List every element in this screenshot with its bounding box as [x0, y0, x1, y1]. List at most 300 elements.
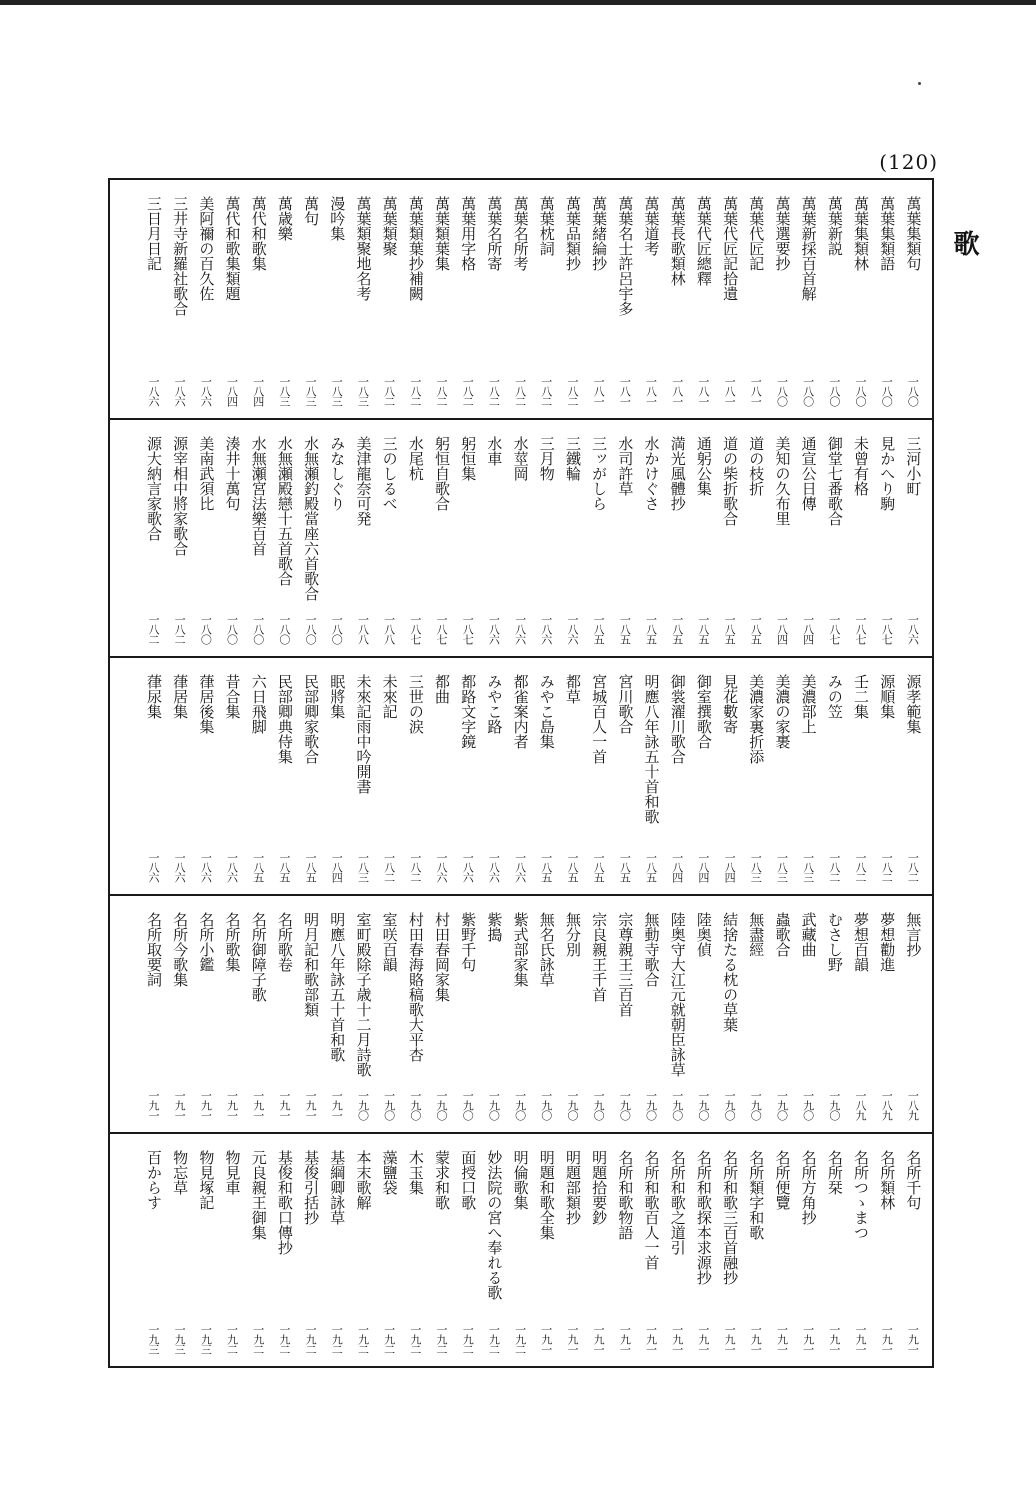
entry-title: 壬二集	[852, 674, 871, 719]
entry-title: 名所歌卷	[275, 912, 294, 972]
entry-page-number: 一八四	[723, 852, 737, 882]
page-number: (120)	[879, 150, 938, 174]
entry-page-number: 一九〇	[644, 1090, 658, 1120]
index-entry	[428, 896, 454, 1132]
index-entry	[612, 420, 638, 656]
index-entry	[455, 896, 481, 1132]
top-border-rule	[0, 0, 1036, 5]
entry-page-number: 一九一	[251, 1090, 265, 1120]
entry-title: 明應八年詠五十首和歌	[642, 674, 661, 824]
index-entry	[559, 658, 585, 894]
index-entry	[586, 1134, 612, 1366]
entry-page-number: 一八〇	[199, 614, 213, 644]
index-entry	[428, 420, 454, 656]
entry-page-number: 一八〇	[801, 376, 815, 406]
index-entry	[533, 420, 559, 656]
index-entry	[507, 896, 533, 1132]
entry-page-number: 一八七	[880, 614, 894, 644]
entry-page-number: 一九〇	[827, 1090, 841, 1120]
entry-title: 水かけぐさ	[642, 436, 661, 511]
entry-page-number: 一八三	[356, 376, 370, 406]
entry-page-number: 一八二	[906, 852, 920, 882]
entry-page-number: 一八六	[225, 852, 239, 882]
entry-title: 三月物	[537, 436, 556, 481]
index-entry	[612, 180, 638, 418]
entry-page-number: 一九〇	[513, 1090, 527, 1120]
entry-page-number: 一八二	[880, 852, 894, 882]
index-entry	[298, 896, 324, 1132]
index-entry	[455, 1134, 481, 1366]
entry-title: 萬葉集類林	[852, 196, 871, 271]
entry-title: 通躬公集	[694, 436, 713, 496]
index-entry	[847, 896, 873, 1132]
index-entry	[324, 1134, 350, 1366]
index-entry	[350, 896, 376, 1132]
entry-page-number: 一八六	[435, 852, 449, 882]
entry-page-number: 一八〇	[827, 376, 841, 406]
entry-page-number: 一九二	[487, 1324, 501, 1354]
index-entry	[402, 180, 428, 418]
entry-title: 水莖岡	[511, 436, 530, 481]
entry-page-number: 一九一	[330, 1090, 344, 1120]
index-entry	[690, 180, 716, 418]
entry-page-number: 一九〇	[775, 1090, 789, 1120]
entry-page-number: 一八五	[277, 852, 291, 882]
index-entry	[245, 658, 271, 894]
entry-page-number: 一八二	[382, 376, 396, 406]
entry-title: 萬葉用字格	[459, 196, 478, 271]
entry-title: 萬葉代匠記	[747, 196, 766, 271]
entry-title: 名所方角抄	[799, 1150, 818, 1225]
index-entry	[376, 658, 402, 894]
index-entry	[350, 420, 376, 656]
entry-page-number: 一八二	[461, 376, 475, 406]
entry-page-number: 一八〇	[277, 614, 291, 644]
index-entry	[533, 896, 559, 1132]
entry-page-number: 一九二	[382, 1324, 396, 1354]
entry-page-number: 一八六	[565, 614, 579, 644]
index-entry	[455, 180, 481, 418]
entry-title: 萬葉新採百首解	[799, 196, 818, 301]
entry-page-number: 一八〇	[854, 376, 868, 406]
entry-title: 名所類字和歌	[747, 1150, 766, 1240]
index-entry	[219, 180, 245, 418]
entry-title: 明題部類抄	[563, 1150, 582, 1225]
entry-page-number: 一八六	[487, 852, 501, 882]
index-entry	[271, 896, 297, 1132]
entry-page-number: 一九〇	[565, 1090, 579, 1120]
entry-page-number: 一九〇	[618, 1090, 632, 1120]
entry-title: 名所和歌之道引	[668, 1150, 687, 1255]
index-entry	[821, 896, 847, 1132]
index-entry	[167, 420, 193, 656]
entry-title: 明應八年詠五十首和歌	[328, 912, 347, 1062]
entry-page-number: 一九一	[539, 1324, 553, 1354]
index-entry	[664, 658, 690, 894]
index-entry	[769, 658, 795, 894]
entry-title: 明題拾要鈔	[590, 1150, 609, 1225]
index-entry	[847, 180, 873, 418]
entry-title: 無名氏詠草	[537, 912, 556, 987]
index-entry	[455, 658, 481, 894]
index-entry	[481, 1134, 507, 1366]
index-entry	[769, 420, 795, 656]
entry-page-number: 一九〇	[487, 1090, 501, 1120]
entry-title: 通宣公日傳	[799, 436, 818, 511]
entry-page-number: 一八四	[670, 852, 684, 882]
entry-page-number: 一八六	[146, 376, 160, 406]
entry-page-number: 一八三	[801, 852, 815, 882]
entry-title: 御堂七番歌合	[825, 436, 844, 526]
entry-title: 美南武須比	[197, 436, 216, 511]
entry-title: 名所小鑑	[197, 912, 216, 972]
entry-page-number: 一八五	[644, 614, 658, 644]
entry-title: 村田春岡家集	[433, 912, 452, 1002]
index-entry	[664, 896, 690, 1132]
index-entry	[167, 1134, 193, 1366]
entry-page-number: 一八七	[827, 614, 841, 644]
entry-page-number: 一八六	[173, 376, 187, 406]
index-entry	[559, 420, 585, 656]
index-entry	[743, 1134, 769, 1366]
entry-title: 萬葉長歌類林	[668, 196, 687, 286]
index-entry	[376, 1134, 402, 1366]
entry-title: 萬葉類聚地名考	[354, 196, 373, 301]
entry-page-number: 一八五	[618, 614, 632, 644]
entry-title: 紫式部家集	[511, 912, 530, 987]
index-entry	[167, 658, 193, 894]
entry-title: 萬葉名士許呂宇多	[616, 196, 635, 316]
index-entry	[219, 1134, 245, 1366]
index-entry	[559, 896, 585, 1132]
entry-title: 葎居後集	[197, 674, 216, 734]
entry-title: 躬恒自歌合	[433, 436, 452, 511]
entry-title: 室町殿除子歳十二月詩歌	[354, 912, 373, 1077]
entry-title: 道の柴折歌合	[721, 436, 740, 526]
entry-title: 夢想勸進	[878, 912, 897, 972]
entry-page-number: 一八三	[749, 852, 763, 882]
index-entry	[219, 658, 245, 894]
index-entry	[376, 180, 402, 418]
entry-page-number: 一八一	[670, 376, 684, 406]
index-entry	[559, 180, 585, 418]
entry-page-number: 一九二	[408, 1324, 422, 1354]
index-entry	[586, 658, 612, 894]
index-entry	[821, 1134, 847, 1366]
entry-title: 武藏曲	[799, 912, 818, 957]
index-entry	[271, 658, 297, 894]
entry-title: 名所千句	[904, 1150, 923, 1210]
entry-page-number: 一九二	[251, 1324, 265, 1354]
entry-title: 萬葉類聚	[380, 196, 399, 256]
entry-page-number: 一八二	[513, 376, 527, 406]
entry-title: 民部卿典侍集	[275, 674, 294, 764]
index-entry	[271, 420, 297, 656]
index-entry	[324, 658, 350, 894]
index-entry	[612, 896, 638, 1132]
entry-page-number: 一九一	[827, 1324, 841, 1354]
entry-page-number: 一八二	[487, 376, 501, 406]
index-entry	[140, 658, 166, 894]
entry-page-number: 一九一	[592, 1324, 606, 1354]
index-entry	[245, 420, 271, 656]
entry-title: 都曲	[433, 674, 452, 704]
index-entry	[900, 658, 926, 894]
index-band	[110, 894, 932, 1132]
index-entry	[376, 896, 402, 1132]
entry-title: 明倫歌集	[511, 1150, 530, 1210]
index-entry	[690, 896, 716, 1132]
entry-title: 基綱卿詠草	[328, 1150, 347, 1225]
entry-title: 都草	[563, 674, 582, 704]
entry-page-number: 一九〇	[801, 1090, 815, 1120]
entry-page-number: 一九一	[277, 1090, 291, 1120]
entry-title: 満光風體抄	[668, 436, 687, 511]
entry-page-number: 一九一	[906, 1324, 920, 1354]
entry-page-number: 一九一	[670, 1324, 684, 1354]
entry-page-number: 一八二	[435, 376, 449, 406]
index-entry	[690, 420, 716, 656]
entry-page-number: 一九〇	[356, 1090, 370, 1120]
entry-page-number: 一八二	[382, 852, 396, 882]
entry-title: 基俊和歌口傳抄	[275, 1150, 294, 1255]
index-entry	[690, 1134, 716, 1366]
entry-page-number: 一八五	[618, 852, 632, 882]
entry-title: 三河小町	[904, 436, 923, 496]
entry-page-number: 一八五	[644, 852, 658, 882]
entry-title: 名所取要詞	[144, 912, 163, 987]
index-entry	[900, 180, 926, 418]
index-band	[110, 180, 932, 418]
index-entry	[874, 180, 900, 418]
entry-title: 紫野千句	[459, 912, 478, 972]
entry-title: 都雀案内者	[511, 674, 530, 749]
entry-page-number: 一九二	[225, 1324, 239, 1354]
entry-title: 見かへり駒	[878, 436, 897, 511]
entry-title: 基俊引括抄	[302, 1150, 321, 1225]
entry-page-number: 一八七	[435, 614, 449, 644]
entry-title: 蒙求和歌	[433, 1150, 452, 1210]
index-entry	[298, 180, 324, 418]
index-entry	[717, 420, 743, 656]
index-entry	[245, 1134, 271, 1366]
entry-title: 百からす	[144, 1150, 163, 1210]
entry-page-number: 一八〇	[880, 376, 894, 406]
entry-page-number: 一八三	[330, 376, 344, 406]
index-entry	[428, 180, 454, 418]
entry-title: 名所和歌三百首融抄	[721, 1150, 740, 1285]
entry-title: 三井寺新羅社歌合	[171, 196, 190, 316]
entry-title: 御室撰歌合	[694, 674, 713, 749]
entry-page-number: 一九三	[199, 1324, 213, 1354]
index-entry	[350, 1134, 376, 1366]
entry-title: 美津龍奈可発	[354, 436, 373, 526]
entry-page-number: 一九一	[723, 1324, 737, 1354]
entry-page-number: 一九一	[565, 1324, 579, 1354]
entry-page-number: 一八五	[592, 614, 606, 644]
entry-title: 源大納言家歌合	[144, 436, 163, 541]
entry-page-number: 一八〇	[906, 376, 920, 406]
entry-title: 昔合集	[223, 674, 242, 719]
entry-page-number: 一八六	[539, 614, 553, 644]
index-entry	[795, 1134, 821, 1366]
index-entry	[533, 1134, 559, 1366]
entry-title: 水尾杭	[406, 436, 425, 481]
index-entry	[167, 180, 193, 418]
entry-page-number: 一八二	[827, 852, 841, 882]
index-entry	[219, 896, 245, 1132]
entry-title: 無動寺歌合	[642, 912, 661, 987]
entry-title: むさし野	[825, 912, 844, 972]
index-entry	[900, 420, 926, 656]
index-entry	[140, 1134, 166, 1366]
index-entry	[638, 896, 664, 1132]
index-entry	[350, 658, 376, 894]
entry-page-number: 一八五	[539, 852, 553, 882]
entry-title: 萬葉代匠總釋	[694, 196, 713, 286]
entry-title: 無分別	[563, 912, 582, 957]
entry-page-number: 一九一	[618, 1324, 632, 1354]
entry-page-number: 一八六	[906, 614, 920, 644]
entry-title: みやこ路	[485, 674, 504, 734]
index-entry	[507, 658, 533, 894]
entry-title: 躬恒集	[459, 436, 478, 481]
entry-page-number: 一九一	[696, 1324, 710, 1354]
entry-page-number: 一八七	[461, 614, 475, 644]
entry-title: 宗尊親王三百首	[616, 912, 635, 1017]
entry-page-number: 一八一	[723, 376, 737, 406]
entry-page-number: 一八五	[749, 614, 763, 644]
index-band	[110, 418, 932, 656]
entry-page-number: 一八三	[775, 852, 789, 882]
entry-title: 湊井十萬句	[223, 436, 242, 511]
entry-title: 面授口歌	[459, 1150, 478, 1210]
entry-title: 室咲百韻	[380, 912, 399, 972]
entry-page-number: 一八四	[251, 376, 265, 406]
index-entry	[559, 1134, 585, 1366]
entry-title: 萬葉緒綸抄	[590, 196, 609, 271]
index-entry	[847, 658, 873, 894]
entry-title: 水車	[485, 436, 504, 466]
entry-page-number: 一八二	[539, 376, 553, 406]
index-entry	[795, 896, 821, 1132]
entry-page-number: 一九一	[749, 1324, 763, 1354]
entry-page-number: 一九〇	[723, 1090, 737, 1120]
entry-title: 藻鹽袋	[380, 1150, 399, 1195]
entry-title: 結捨たる枕の草葉	[721, 912, 740, 1032]
index-entry	[743, 658, 769, 894]
index-entry	[298, 1134, 324, 1366]
index-entry	[140, 420, 166, 656]
index-entry	[245, 896, 271, 1132]
entry-title: 三ッがしら	[590, 436, 609, 511]
entry-title: 道の枝折	[747, 436, 766, 496]
entry-page-number: 一九〇	[408, 1090, 422, 1120]
entry-title: 萬葉選要抄	[773, 196, 792, 271]
entry-page-number: 一八四	[801, 614, 815, 644]
index-entry	[193, 658, 219, 894]
index-entry	[769, 1134, 795, 1366]
entry-page-number: 一九〇	[435, 1090, 449, 1120]
entry-title: みやこ島集	[537, 674, 556, 749]
index-entry	[167, 896, 193, 1132]
entry-page-number: 一八二	[408, 852, 422, 882]
entry-title: 本末歌解	[354, 1150, 373, 1210]
entry-title: 名所類林	[878, 1150, 897, 1210]
entry-page-number: 一九二	[461, 1324, 475, 1354]
index-entry	[612, 658, 638, 894]
index-entry	[821, 420, 847, 656]
entry-page-number: 一九一	[146, 1090, 160, 1120]
entry-title: 名所和歌物語	[616, 1150, 635, 1240]
entry-title: 名所栞	[825, 1150, 844, 1195]
entry-title: 萬葉代匠記拾遺	[721, 196, 740, 301]
index-entry	[481, 420, 507, 656]
entry-page-number: 一八一	[618, 376, 632, 406]
entry-page-number: 一八一	[696, 376, 710, 406]
entry-title: 萬葉新説	[825, 196, 844, 256]
index-entry	[612, 1134, 638, 1366]
entry-title: 未來記	[380, 674, 399, 719]
index-entry	[455, 420, 481, 656]
entry-page-number: 一八五	[670, 614, 684, 644]
entry-title: 萬歳樂	[275, 196, 294, 241]
entry-page-number: 一九〇	[696, 1090, 710, 1120]
entry-title: 無言抄	[904, 912, 923, 957]
index-entry	[769, 180, 795, 418]
index-entry	[664, 1134, 690, 1366]
entry-title: 名所和歌百人一首	[642, 1150, 661, 1270]
index-entry	[507, 420, 533, 656]
entry-title: 三のしるべ	[380, 436, 399, 511]
entry-title: 民部卿家歌合	[302, 674, 321, 764]
entry-page-number: 一八九	[880, 1090, 894, 1120]
index-entry	[664, 420, 690, 656]
entry-title: 元良親王御集	[249, 1150, 268, 1240]
entry-page-number: 一八〇	[304, 614, 318, 644]
entry-page-number: 一八九	[906, 1090, 920, 1120]
entry-title: 美濃の家裹	[773, 674, 792, 749]
entry-page-number: 一八四	[330, 852, 344, 882]
index-entry	[324, 420, 350, 656]
entry-page-number: 一八六	[199, 852, 213, 882]
index-entry	[193, 1134, 219, 1366]
index-entry	[638, 180, 664, 418]
entry-page-number: 一九二	[277, 1324, 291, 1354]
entry-title: 宮城百人一首	[590, 674, 609, 764]
entry-title: 萬葉集類句	[904, 196, 923, 271]
entry-page-number: 一九一	[644, 1324, 658, 1354]
index-entry	[638, 420, 664, 656]
entry-title: 美濃家裏折添	[747, 674, 766, 764]
entry-page-number: 一九二	[330, 1324, 344, 1354]
index-entry	[664, 180, 690, 418]
entry-page-number: 一九〇	[749, 1090, 763, 1120]
index-entry	[690, 658, 716, 894]
entry-title: 三世の涙	[406, 674, 425, 734]
entry-title: 萬葉品類抄	[563, 196, 582, 271]
index-entry	[481, 180, 507, 418]
entry-page-number: 一九二	[356, 1324, 370, 1354]
entry-page-number: 一八〇	[330, 614, 344, 644]
index-entry	[245, 180, 271, 418]
index-entry	[795, 420, 821, 656]
index-entry	[140, 180, 166, 418]
entry-title: 三日月日記	[144, 196, 163, 271]
index-entry	[324, 896, 350, 1132]
entry-title: 美知の久布里	[773, 436, 792, 526]
index-entry	[874, 896, 900, 1132]
